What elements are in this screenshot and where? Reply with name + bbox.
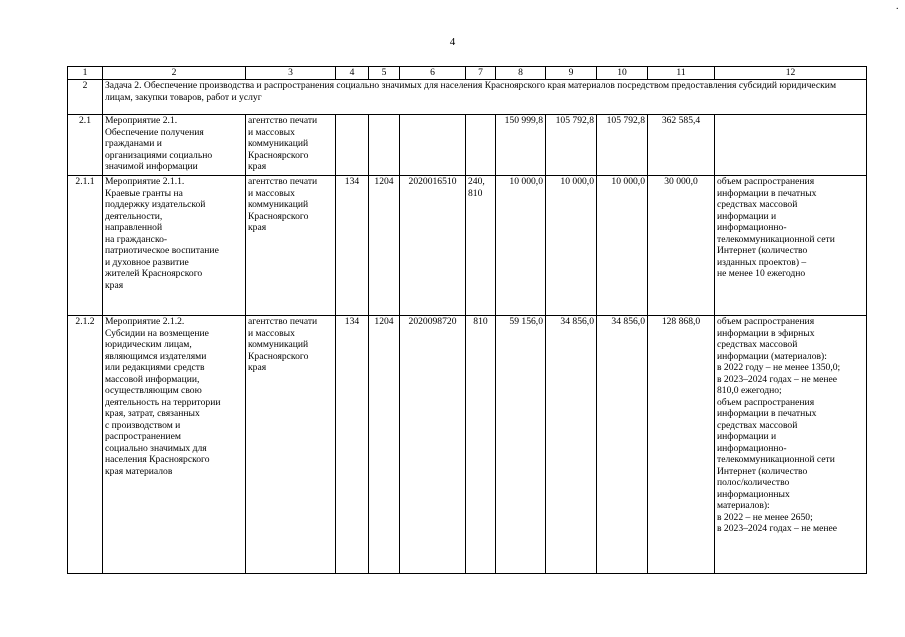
budget-code-csr: 2020098720 xyxy=(400,316,466,574)
column-number: 3 xyxy=(246,67,336,80)
column-number: 4 xyxy=(336,67,369,80)
budget-code-rzpr xyxy=(369,115,400,176)
activity-name: Мероприятие 2.1. Обеспечение получения гражданами и организациями социально значимой информации xyxy=(103,115,246,176)
table-row xyxy=(68,316,867,574)
column-number: 2 xyxy=(103,67,246,80)
task-row xyxy=(68,80,867,115)
budget-code-grbs: 134 xyxy=(336,176,369,316)
expected-result: объем распространения информации в печатных средствах массовой информации и информационно- телекоммуникационной сети Интернет (количество изданных проектов) – не менее 10 ежегодно xyxy=(715,176,867,316)
corner-mark: . xyxy=(896,1,899,12)
amount-year-2: 10 000,0 xyxy=(546,176,597,316)
budget-code-rzpr: 1204 xyxy=(369,176,400,316)
row-number: 2.1 xyxy=(68,115,103,176)
column-number: 12 xyxy=(715,67,867,80)
budget-code-vr xyxy=(466,115,496,176)
column-number: 7 xyxy=(466,67,496,80)
amount-total: 128 868,0 xyxy=(648,316,715,574)
expected-result xyxy=(715,115,867,176)
executor: агентство печати и массовых коммуникаций Красноярского края xyxy=(246,176,336,316)
budget-code-vr: 240, 810 xyxy=(466,176,496,316)
activity-name: Мероприятие 2.1.2. Субсидии на возмещение юридическим лицам, являющимся издателями или редакциями средств массовой информации, осуществляющим свою деятельность на территории края, затрат, связанных с производством и распространением социально значимых для населения Красноярского края материалов xyxy=(103,316,246,574)
amount-year-3: 105 792,8 xyxy=(597,115,648,176)
amount-year-2: 105 792,8 xyxy=(546,115,597,176)
column-number: 6 xyxy=(400,67,466,80)
budget-code-grbs xyxy=(336,115,369,176)
amount-year-1: 150 999,8 xyxy=(496,115,546,176)
budget-code-rzpr: 1204 xyxy=(369,316,400,574)
amount-year-2: 34 856,0 xyxy=(546,316,597,574)
row-number: 2.1.1 xyxy=(68,176,103,316)
amount-year-3: 34 856,0 xyxy=(597,316,648,574)
column-number-row xyxy=(68,67,867,80)
executor: агентство печати и массовых коммуникаций Красноярского края xyxy=(246,115,336,176)
amount-year-1: 59 156,0 xyxy=(496,316,546,574)
column-number: 5 xyxy=(369,67,400,80)
column-number: 11 xyxy=(648,67,715,80)
executor: агентство печати и массовых коммуникаций Красноярского края xyxy=(246,316,336,574)
table-row xyxy=(68,115,867,176)
amount-year-3: 10 000,0 xyxy=(597,176,648,316)
task-number: 2 xyxy=(68,80,103,115)
budget-code-csr: 2020016510 xyxy=(400,176,466,316)
column-number: 1 xyxy=(68,67,103,80)
amount-total: 362 585,4 xyxy=(648,115,715,176)
expected-result: объем распространения информации в эфирных средствах массовой информации (материалов): в 2022 году – не менее 1350,0; в 2023–2024 годах – не менее 810,0 ежегодно; объем распространения информации в печатных средствах массовой информации и информационно- телекоммуникационной сети Интернет (количество полос/количество информационных материалов): в 2022 – не менее 2650; в 2023–2024 годах – не менее xyxy=(715,316,867,574)
task-text: Задача 2. Обеспечение производства и распространения социально значимых для населения Красноярского края материалов посредством предоставления субсидий юридическим лицам, закупки товаров, работ и услуг xyxy=(103,80,867,115)
budget-code-grbs: 134 xyxy=(336,316,369,574)
column-number: 8 xyxy=(496,67,546,80)
budget-code-vr: 810 xyxy=(466,316,496,574)
amount-total: 30 000,0 xyxy=(648,176,715,316)
row-number: 2.1.2 xyxy=(68,316,103,574)
column-number: 10 xyxy=(597,67,648,80)
activity-name: Мероприятие 2.1.1. Краевые гранты на поддержку издательской деятельности, направленной на гражданско- патриотическое воспитание и духовное развитие жителей Красноярского края xyxy=(103,176,246,316)
budget-code-csr xyxy=(400,115,466,176)
page-number: 4 xyxy=(449,36,456,48)
amount-year-1: 10 000,0 xyxy=(496,176,546,316)
table-row xyxy=(68,176,867,316)
program-table xyxy=(67,66,867,574)
column-number: 9 xyxy=(546,67,597,80)
